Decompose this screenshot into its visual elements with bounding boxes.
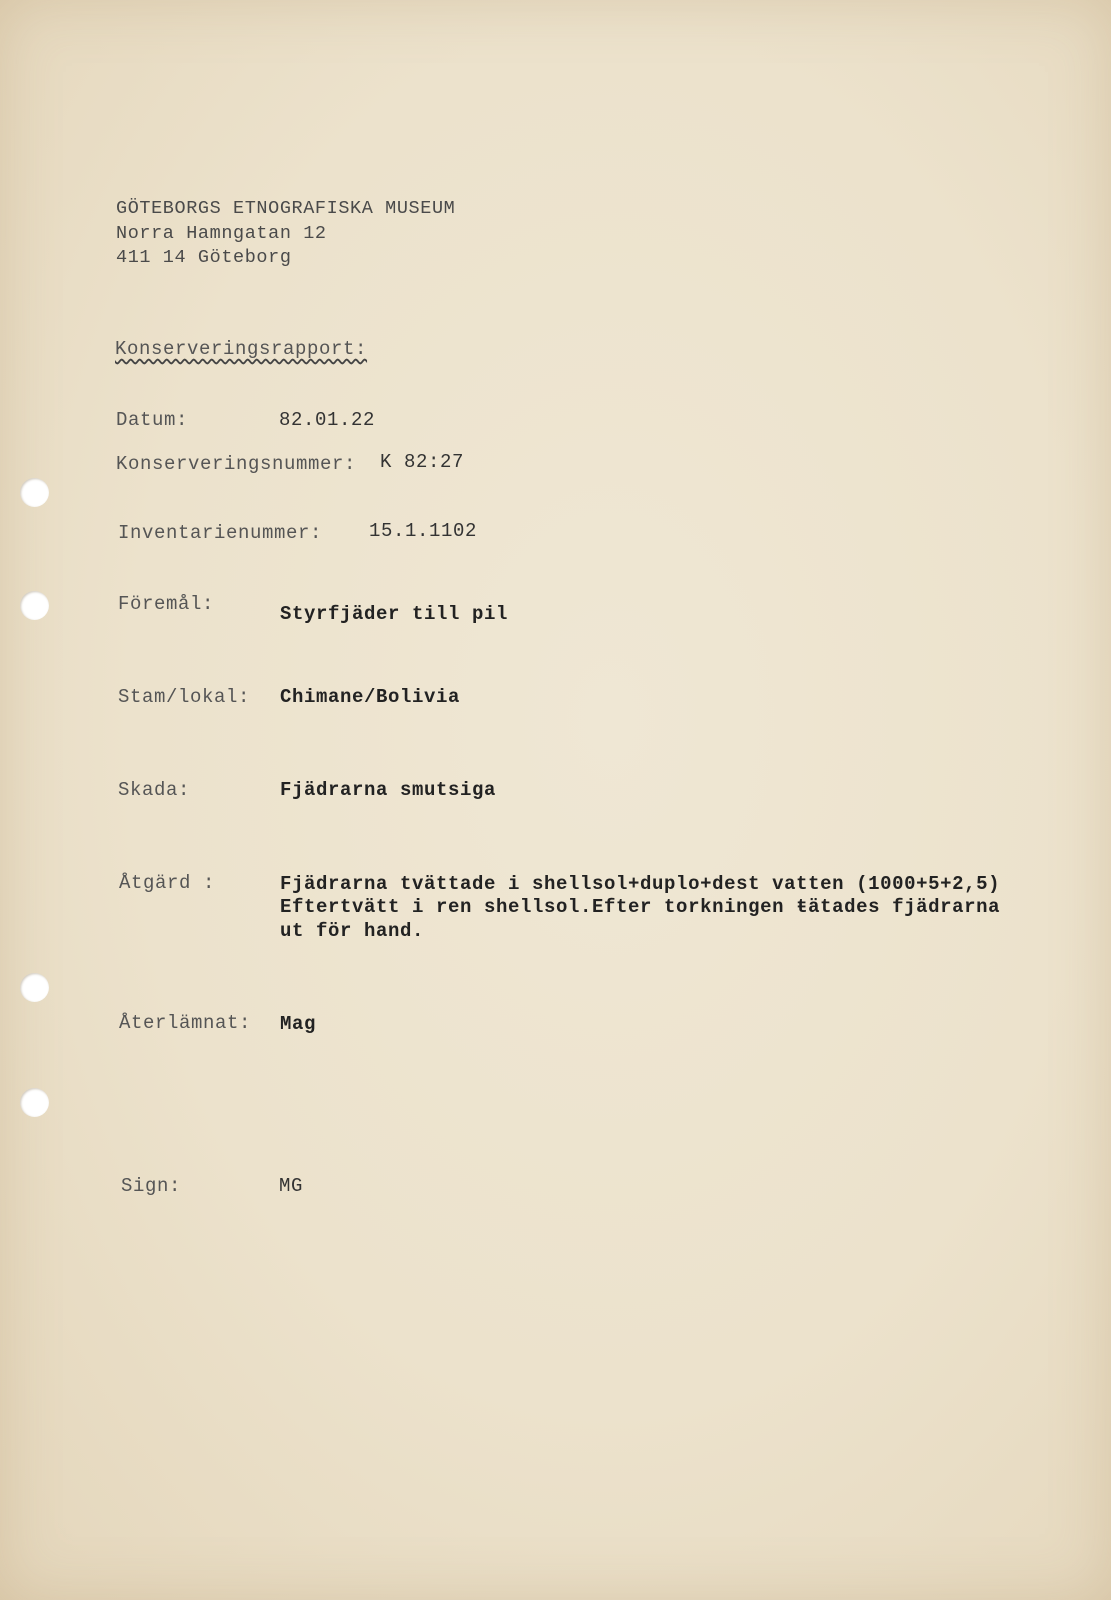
datum-label: Datum: <box>116 409 189 431</box>
konserveringsnummer-label: Konserveringsnummer: <box>116 453 357 475</box>
punch-hole <box>20 591 49 620</box>
inventarienummer-label: Inventarienummer: <box>118 522 323 544</box>
atgard-line: Fjädrarna tvättade i shellsol+duplo+dest vatten (1000+5+2,5) <box>280 873 1001 895</box>
aterlamnat-label: Återlämnat: <box>119 1012 252 1034</box>
punch-hole <box>20 1088 49 1117</box>
institution-name: GÖTEBORGS ETNOGRAFISKA MUSEUM <box>116 198 456 219</box>
datum-value: 82.01.22 <box>279 409 376 431</box>
inventarienummer-value: 15.1.1102 <box>369 520 478 542</box>
punch-hole <box>20 973 49 1002</box>
foremal-value: Styrfjäder till pil <box>280 603 509 625</box>
atgard-label: Åtgärd : <box>119 872 216 894</box>
punch-hole <box>20 478 49 507</box>
sign-value: MG <box>279 1175 304 1197</box>
skada-value: Fjädrarna smutsiga <box>280 779 497 801</box>
skada-label: Skada: <box>118 779 191 801</box>
stam-lokal-value: Chimane/Bolivia <box>280 686 461 708</box>
city-address: 411 14 Göteborg <box>116 247 292 268</box>
stam-lokal-label: Stam/lokal: <box>118 686 251 708</box>
foremal-label: Föremål: <box>118 593 215 615</box>
report-title: Konserveringsrapport: <box>115 338 368 360</box>
aterlamnat-value: Mag <box>280 1013 317 1035</box>
sign-label: Sign: <box>121 1175 182 1197</box>
atgard-line: Eftertvätt i ren shellsol.Efter torkningen ŧätades fjädrarna <box>280 896 1001 918</box>
atgard-line: ut för hand. <box>280 920 425 942</box>
street-address: Norra Hamngatan 12 <box>116 223 327 244</box>
konserveringsnummer-value: K 82:27 <box>380 451 465 473</box>
